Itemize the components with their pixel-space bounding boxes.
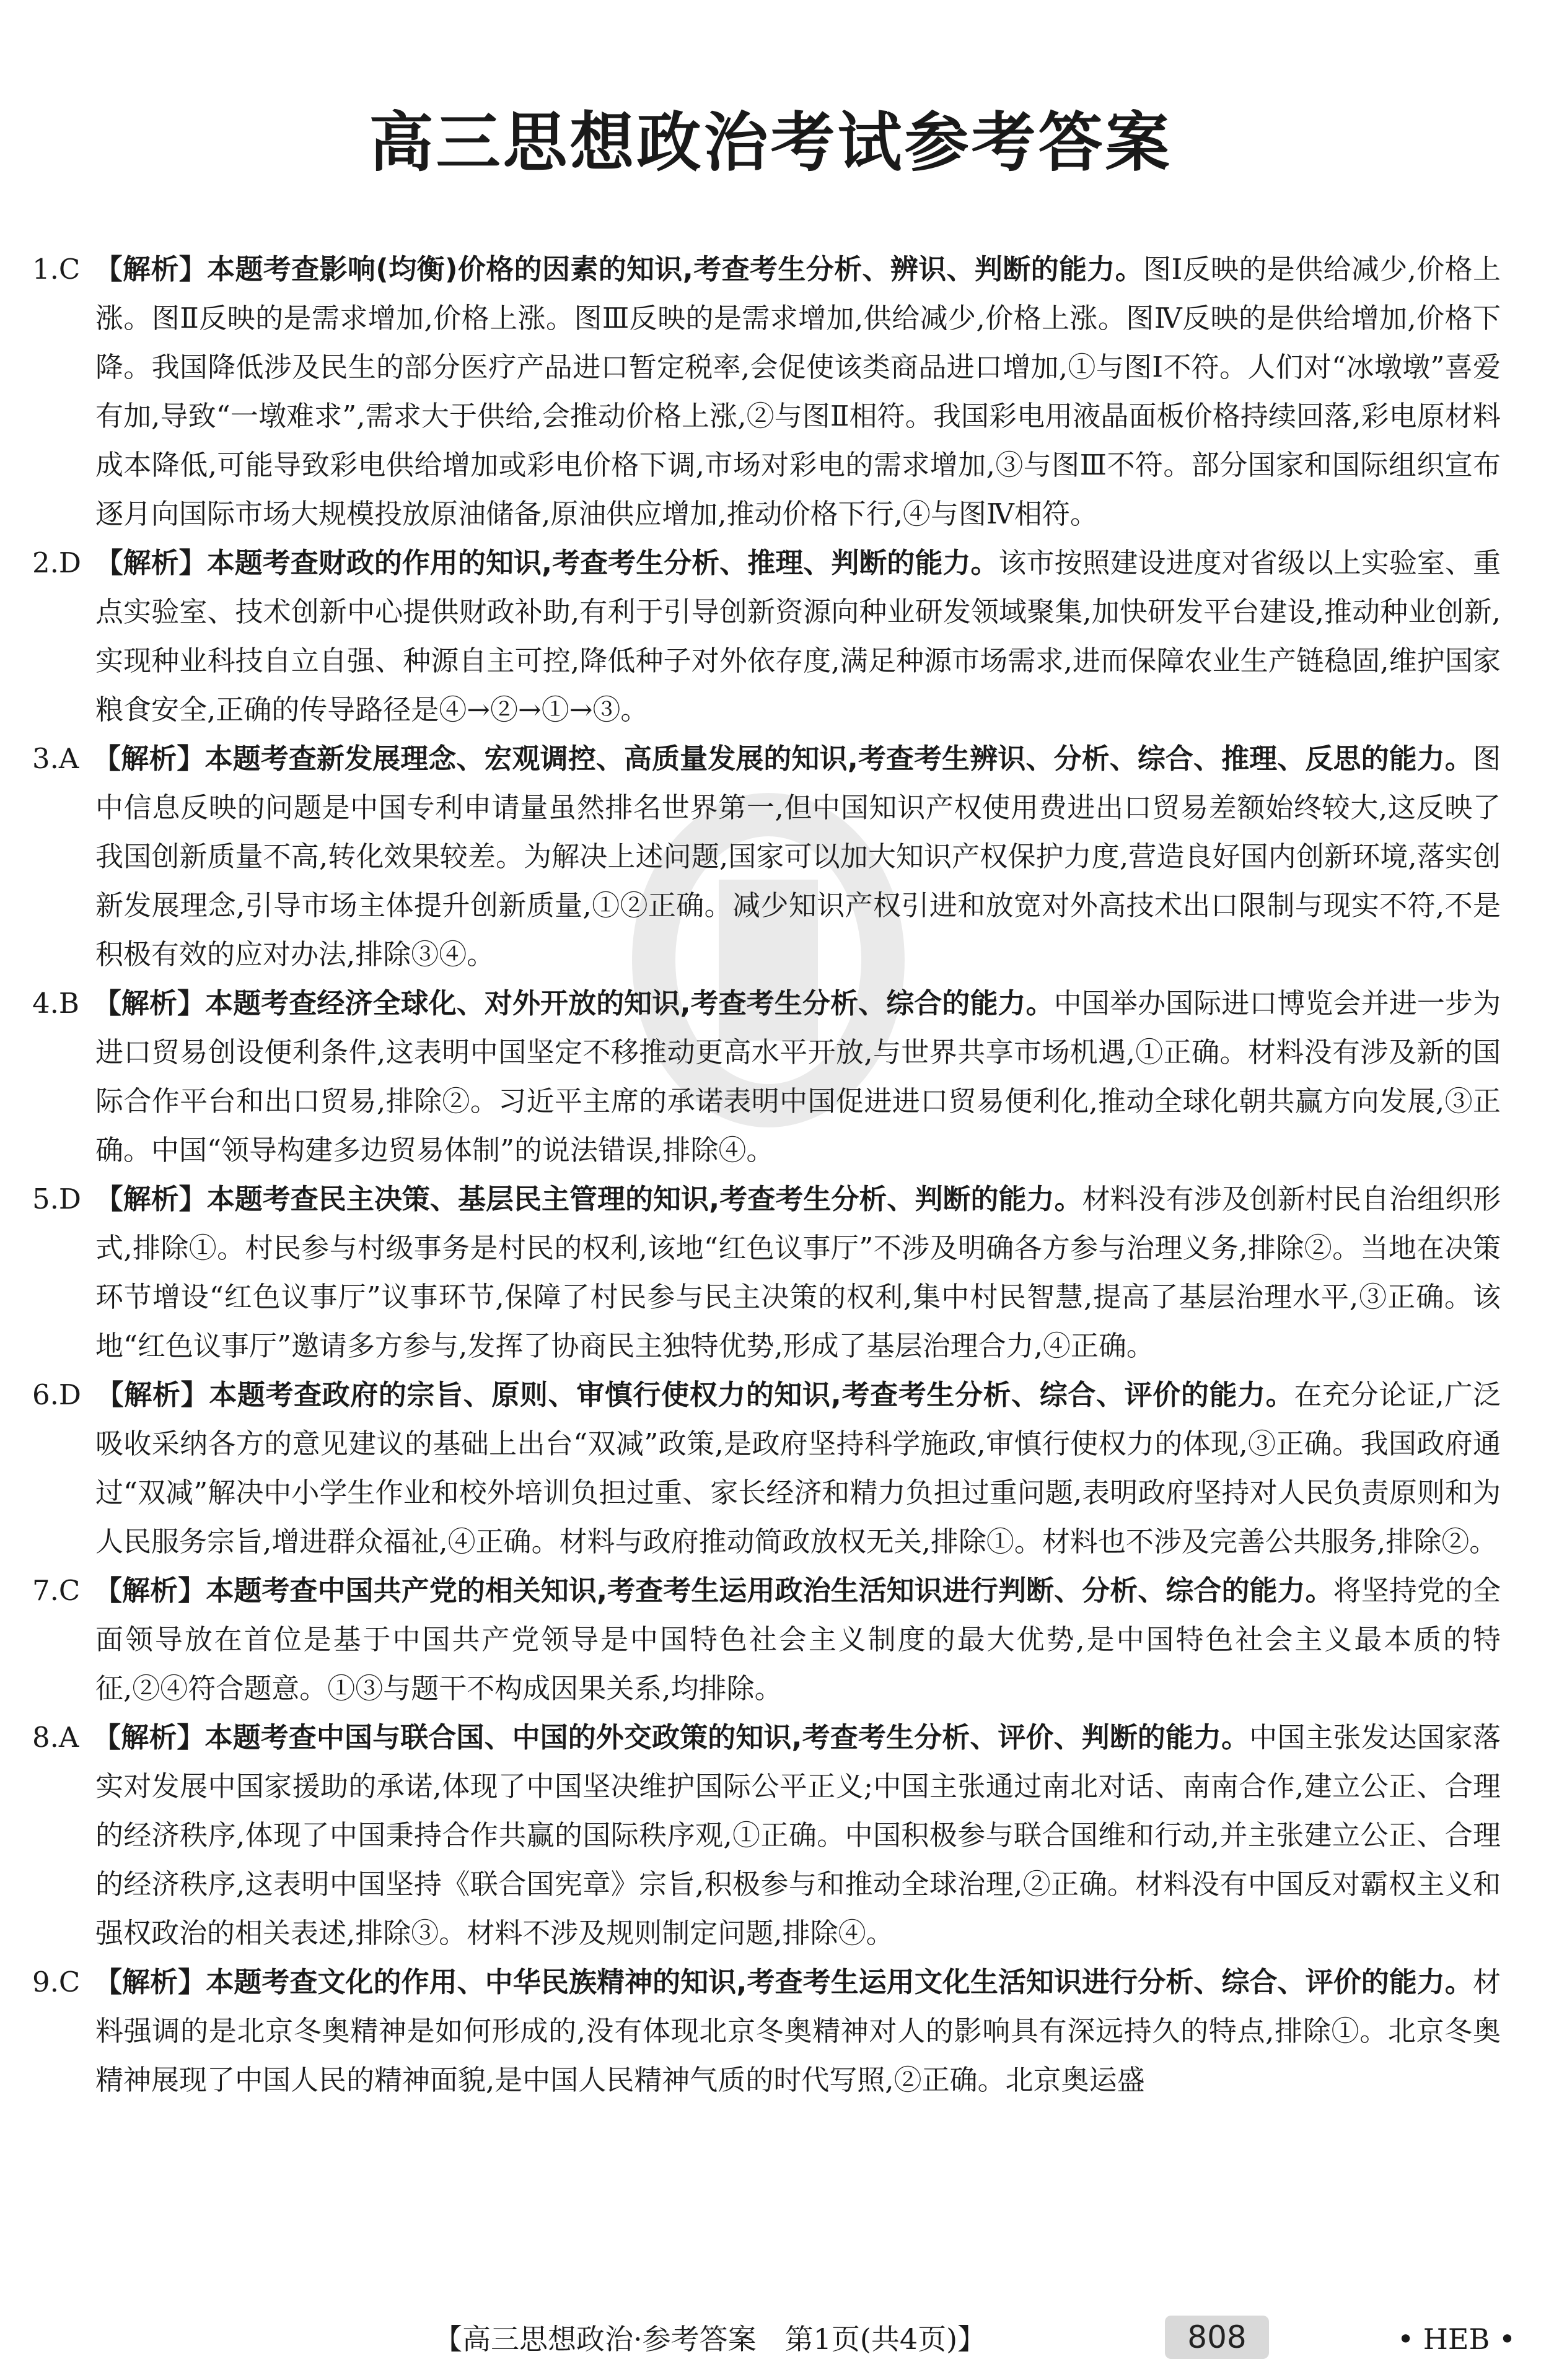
answer-number: 6.D (32, 1378, 82, 1411)
answer-number: 3.A (32, 742, 79, 775)
answer-number: 4.B (32, 987, 80, 1020)
analysis-tag: 【解析】 (107, 1721, 205, 1754)
analysis-tag: 【解析】 (110, 1378, 209, 1411)
answer-item-1 (32, 245, 1501, 538)
answer-body: 在充分论证,广泛吸收采纳各方的意见建议的基础上出台“双减”政策,是政府坚持科学施政,审慎行使权力的体现,③正确。我国政府通过“双减”解决中小学生作业和校外培训负担过重、家长经济和精力负担过重问题,表明政府坚持对人民负责原则和为人民服务宗旨,增进群众福祉,④正确。材料与政府推动简政放权无关,排除①。材料也不涉及完善公共服务,排除②。 (95, 1378, 1501, 1558)
answer-item-2 (32, 538, 1501, 734)
answer-body: 中国主张发达国家落实对发展中国家援助的承诺,体现了中国坚决维护国际公平正义;中国主张通过南北对话、南南合作,建立公正、合理的经济秩序,体现了中国秉持合作共赢的国际秩序观,①正确。中国积极参与联合国维和行动,并主张建立公正、合理的经济秩序,这表明中国坚持《联合国宪章》宗旨,积极参与和推动全球治理,②正确。材料没有中国反对霸权主义和强权政治的相关表述,排除③。材料不涉及规则制定问题,排除④。 (95, 1721, 1501, 1949)
answer-lead: 本题考查新发展理念、宏观调控、高质量发展的知识,考查考生辨识、分析、综合、推理、反思的能力。 (204, 742, 1473, 775)
answer-list (32, 245, 1501, 2104)
answer-body: 图Ⅰ反映的是供给减少,价格上涨。图Ⅱ反映的是需求增加,价格上涨。图Ⅲ反映的是需求增加,供给减少,价格上涨。图Ⅳ反映的是供给增加,价格下降。我国降低涉及民生的部分医疗产品进口暂定税率,会促使该类商品进口增加,①与图Ⅰ不符。人们对“冰墩墩”喜爱有加,导致“一墩难求”,需求大于供给,会推动价格上涨,②与图Ⅱ相符。我国彩电用液晶面板价格持续回落,彩电原材料成本降低,可能导致彩电供给增加或彩电价格下调,市场对彩电的需求增加,③与图Ⅲ不符。部分国家和国际组织宣布逐月向国际市场大规模投放原油储备,原油供应增加,推动价格下行,④与图Ⅳ相符。 (95, 253, 1501, 530)
answer-lead: 本题考查中国共产党的相关知识,考查考生运用政治生活知识进行判断、分析、综合的能力。 (206, 1574, 1333, 1607)
analysis-tag: 【解析】 (108, 1574, 206, 1607)
answer-item-7 (32, 1566, 1501, 1713)
analysis-tag: 【解析】 (107, 742, 205, 775)
answer-lead: 本题考查经济全球化、对外开放的知识,考查考生分析、综合的能力。 (205, 987, 1054, 1020)
answer-number: 1.C (32, 253, 81, 286)
answer-body: 该市按照建设进度对省级以上实验室、重点实验室、技术创新中心提供财政补助,有利于引导创新资源向种业研发领域聚集,加快研发平台建设,推动种业创新,实现种业科技自立自强、种源自主可控,降低种子对外依存度,满足种源市场需求,进而保障农业生产链稳固,维护国家粮食安全,正确的传导路径是④→②→①→③。 (95, 546, 1501, 726)
footer-brand: • HEB • (1397, 2322, 1516, 2356)
answer-item-6 (32, 1370, 1501, 1566)
page-title: 高三思想政治考试参考答案 (369, 105, 1172, 180)
analysis-tag: 【解析】 (108, 253, 208, 286)
paper-code-badge: 808 (1165, 2316, 1269, 2359)
footer-page-info: 【高三思想政治·参考答案 第1页(共4页)】 (434, 2322, 986, 2356)
answer-lead: 本题考查文化的作用、中华民族精神的知识,考查考生运用文化生活知识进行分析、综合、评价的能力。 (206, 1966, 1473, 1998)
analysis-tag: 【解析】 (109, 546, 207, 579)
answer-body: 图中信息反映的问题是中国专利申请量虽然排名世界第一,但中国知识产权使用费进出口贸易差额始终较大,这反映了我国创新质量不高,转化效果较差。为解决上述问题,国家可以加大知识产权保护力度,营造良好国内创新环境,落实创新发展理念,引导市场主体提升创新质量,①②正确。减少知识产权引进和放宽对外高技术出口限制与现实不符,不是积极有效的应对办法,排除③④。 (95, 742, 1501, 971)
analysis-tag: 【解析】 (107, 987, 206, 1020)
answer-item-8 (32, 1713, 1501, 1958)
answer-item-9 (32, 1958, 1501, 2104)
answer-lead: 本题考查中国与联合国、中国的外交政策的知识,考查考生分析、评价、判断的能力。 (204, 1721, 1250, 1754)
answer-item-3 (32, 734, 1501, 979)
answer-body: 中国举办国际进口博览会并进一步为进口贸易创设便利条件,这表明中国坚定不移推动更高水平开放,与世界共享市场机遇,①正确。材料没有涉及新的国际合作平台和出口贸易,排除②。习近平主席的承诺表明中国促进进口贸易便利化,推动全球化朝共赢方向发展,③正确。中国“领导构建多边贸易体制”的说法错误,排除④。 (95, 987, 1501, 1166)
answer-body: 材料强调的是北京冬奥精神是如何形成的,没有体现北京冬奥精神对人的影响具有深远持久的特点,排除①。北京冬奥精神展现了中国人民的精神面貌,是中国人民精神气质的时代写照,②正确。北京奥运盛 (95, 1966, 1501, 2096)
answer-item-4 (32, 979, 1501, 1175)
answer-body: 材料没有涉及创新村民自治组织形式,排除①。村民参与村级事务是村民的权利,该地“红色议事厅”不涉及明确各方参与治理义务,排除②。当地在决策环节增设“红色议事厅”议事环节,保障了村民参与民主决策的权利,集中村民智慧,提高了基层治理水平,③正确。该地“红色议事厅”邀请多方参与,发挥了协商民主独特优势,形成了基层治理合力,④正确。 (95, 1183, 1501, 1362)
answer-number: 8.A (32, 1721, 79, 1754)
analysis-tag: 【解析】 (108, 1966, 206, 1998)
answer-number: 5.D (32, 1183, 82, 1215)
answer-number: 7.C (32, 1574, 81, 1607)
answer-item-5 (32, 1175, 1501, 1370)
analysis-tag: 【解析】 (109, 1183, 207, 1215)
answer-number: 2.D (32, 546, 82, 579)
answer-lead: 本题考查财政的作用的知识,考查考生分析、推理、判断的能力。 (206, 546, 999, 579)
answer-lead: 本题考查政府的宗旨、原则、审慎行使权力的知识,考查考生分析、综合、评价的能力。 (209, 1378, 1294, 1411)
answer-lead: 本题考查影响(均衡)价格的因素的知识,考查考生分析、辨识、判断的能力。 (207, 253, 1144, 286)
answer-lead: 本题考查民主决策、基层民主管理的知识,考查考生分析、判断的能力。 (206, 1183, 1082, 1215)
page-footer (0, 2316, 1541, 2363)
answer-number: 9.C (32, 1966, 81, 1998)
answer-body: 将坚持党的全面领导放在首位是基于中国共产党领导是中国特色社会主义制度的最大优势,是中国特色社会主义最本质的特征,②④符合题意。①③与题干不构成因果关系,均排除。 (95, 1574, 1501, 1705)
